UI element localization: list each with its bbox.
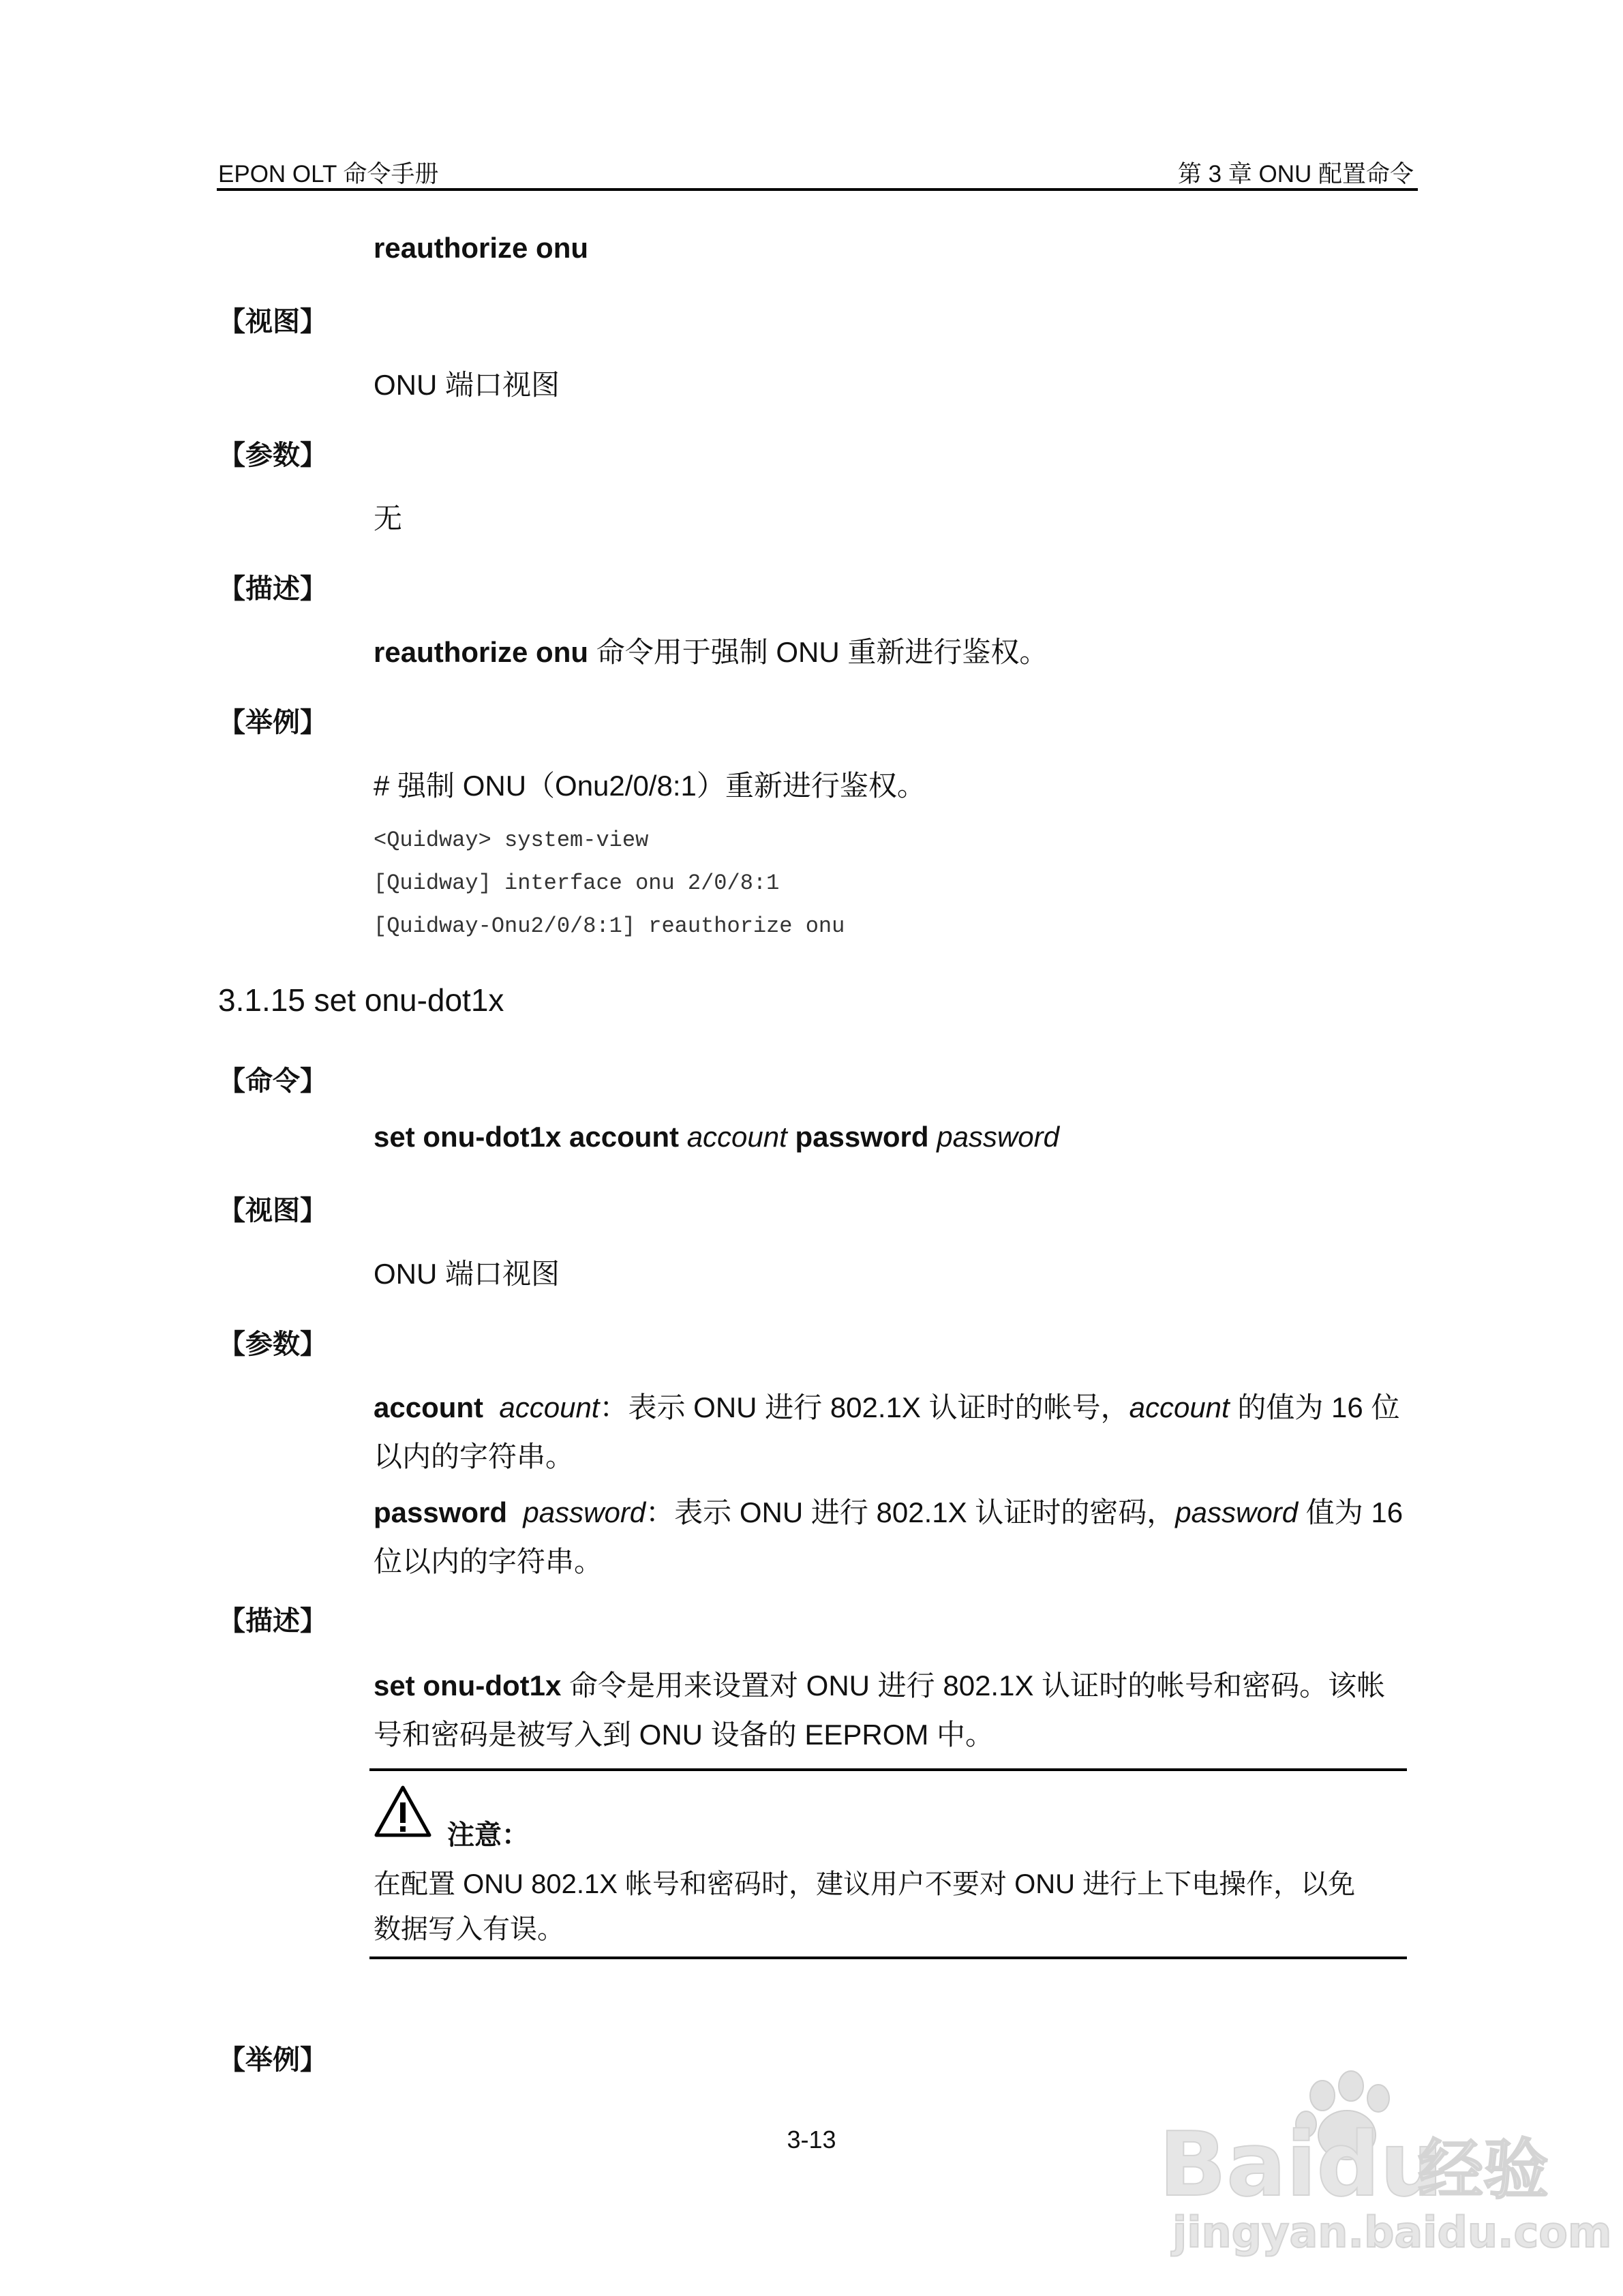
note-line2: 数据写入有误。 (374, 1914, 564, 1944)
watermark-suffix: 经验 (1418, 2132, 1549, 2208)
code-line: [Quidway] interface onu 2/0/8:1 (374, 871, 780, 896)
desc-line2: 号和密码是被写入到 ONU 设备的 EEPROM 中。 (374, 1719, 995, 1751)
command-label: 【命令】 (218, 1066, 327, 1096)
param-password-line2: 位以内的字符串。 (374, 1545, 603, 1577)
syntax-argument: account (686, 1121, 795, 1153)
param-argument: account (499, 1391, 600, 1423)
param-account-line2: 以内的字符串。 (374, 1440, 575, 1472)
prev-view-label: 【视图】 (218, 307, 327, 337)
prev-desc-text: 命令用于强制 ONU 重新进行鉴权。 (588, 636, 1048, 668)
syntax-keyword: set onu-dot1x account (374, 1121, 687, 1153)
section-title: 3.1.15 set onu-dot1x (218, 982, 504, 1018)
note-bottom-rule (369, 1957, 1407, 1959)
prev-params-text: 无 (374, 502, 403, 534)
watermark-brand: Baidu (1159, 2113, 1443, 2216)
prev-example-label: 【举例】 (218, 708, 327, 738)
prev-params-label: 【参数】 (218, 440, 327, 470)
header-chapter: 第 3 章 ONU 配置命令 (1177, 161, 1414, 187)
param-argument: password (523, 1496, 646, 1528)
code-line: [Quidway-Onu2/0/8:1] reauthorize onu (374, 913, 845, 939)
view-text: ONU 端口视图 (374, 1258, 560, 1290)
note-top-rule (369, 1768, 1407, 1771)
page-number: 3-13 (787, 2126, 836, 2154)
param-argument: account (1129, 1391, 1230, 1423)
header-title: EPON OLT 命令手册 (218, 161, 439, 187)
param-text: 的值为 16 位 (1229, 1391, 1400, 1423)
param-text: ：表示 ONU 进行 802.1X 认证时的帐号， (599, 1391, 1129, 1423)
prev-desc-command: reauthorize onu (374, 636, 589, 668)
param-text: 值为 16 (1298, 1496, 1404, 1528)
warning-icon (374, 1785, 432, 1838)
param-text: ：表示 ONU 进行 802.1X 认证时的密码， (646, 1496, 1176, 1528)
param-account-line1 (374, 1385, 1399, 1426)
view-label: 【视图】 (218, 1196, 327, 1226)
syntax-argument: password (937, 1121, 1059, 1153)
param-keyword: password (374, 1496, 508, 1528)
baidu-watermark (1152, 2059, 1612, 2263)
param-password-line1 (374, 1490, 1403, 1531)
prev-view-text: ONU 端口视图 (374, 369, 560, 401)
param-keyword: account (374, 1391, 484, 1423)
prev-desc-label: 【描述】 (218, 574, 327, 604)
example-label: 【举例】 (218, 2045, 327, 2075)
param-argument: password (1175, 1496, 1299, 1528)
prev-command-syntax: reauthorize onu (374, 232, 589, 264)
code-line: <Quidway> system-view (374, 828, 649, 853)
prev-desc-line (374, 630, 1048, 671)
desc-text: 命令是用来设置对 ONU 进行 802.1X 认证时的帐号和密码。该帐 (561, 1670, 1386, 1702)
watermark-url: jingyan.baidu.com (1172, 2207, 1612, 2257)
desc-label: 【描述】 (218, 1606, 327, 1636)
prev-example-comment: # 强制 ONU（Onu2/0/8:1）重新进行鉴权。 (374, 770, 926, 802)
note-line1: 在配置 ONU 802.1X 帐号和密码时，建议用户不要对 ONU 进行上下电操作，以免 (374, 1869, 1356, 1899)
header-divider (217, 188, 1418, 191)
command-syntax (374, 1121, 1059, 1153)
note-title: 注意： (447, 1820, 529, 1850)
params-label: 【参数】 (218, 1329, 327, 1359)
desc-line1 (374, 1663, 1385, 1704)
syntax-keyword: password (795, 1121, 937, 1153)
desc-command: set onu-dot1x (374, 1670, 562, 1702)
